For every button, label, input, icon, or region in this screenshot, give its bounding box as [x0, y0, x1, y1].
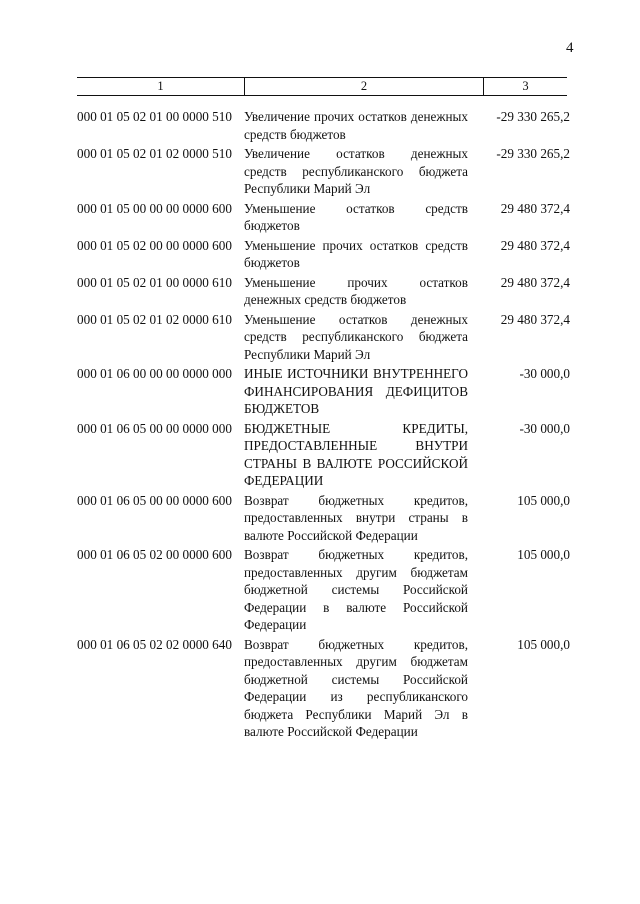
table-row — [77, 145, 570, 198]
budget-amount: 29 480 372,4 — [500, 274, 570, 290]
table-row — [77, 108, 570, 143]
budget-item-name: Увеличение прочих остатков денежных средств бюджетов — [244, 109, 468, 142]
budget-amount: 105 000,0 — [517, 636, 570, 652]
table-row — [77, 546, 570, 634]
page-number: 4 — [566, 40, 574, 56]
budget-item-name: Возврат бюджетных кредитов, предоставленных внутри страны в валюте Российской Федерации — [244, 492, 468, 543]
table-header — [77, 77, 567, 96]
table-row — [77, 492, 570, 545]
table-row — [77, 237, 570, 272]
budget-code: 000 01 06 05 00 00 0000 600 — [77, 492, 232, 508]
budget-amount: 105 000,0 — [517, 547, 570, 562]
budget-item-name: ИНЫЕ ИСТОЧНИКИ ВНУТРЕННЕГО ФИНАНСИРОВАНИЯ ДЕФИЦИТОВ БЮДЖЕТОВ — [244, 366, 468, 416]
budget-item-name: Уменьшение прочих остатков денежных средств бюджетов — [244, 274, 468, 307]
budget-amount: -30 000,0 — [519, 366, 570, 381]
header-col-1: 1 — [77, 78, 245, 95]
budget-code: 000 01 05 02 01 02 0000 510 — [77, 146, 232, 161]
budget-amount: 29 480 372,4 — [500, 311, 570, 327]
budget-code: 000 01 06 00 00 00 0000 000 — [77, 366, 232, 381]
budget-amount: -29 330 265,2 — [496, 146, 570, 161]
budget-code: 000 01 06 05 02 02 0000 640 — [77, 636, 232, 652]
budget-code: 000 01 05 02 01 00 0000 510 — [77, 109, 232, 124]
header-col-3: 3 — [522, 79, 529, 93]
budget-amount: 105 000,0 — [517, 492, 570, 508]
table-body — [77, 108, 570, 743]
budget-code: 000 01 06 05 00 00 0000 000 — [77, 420, 232, 436]
budget-item-name: БЮДЖЕТНЫЕ КРЕДИТЫ, ПРЕДОСТАВЛЕННЫЕ ВНУТРИ СТРАНЫ В ВАЛЮТЕ РОССИЙСКОЙ ФЕДЕРАЦИИ — [244, 420, 468, 488]
header-col-2: 2 — [245, 78, 484, 95]
budget-code: 000 01 05 02 01 00 0000 610 — [77, 274, 232, 290]
budget-item-name: Уменьшение остатков денежных средств республиканского бюджета Республики Марий Эл — [244, 311, 468, 362]
table-row — [77, 420, 570, 490]
budget-code: 000 01 05 00 00 00 0000 600 — [77, 200, 232, 216]
table-row — [77, 636, 570, 741]
budget-amount: -30 000,0 — [519, 420, 570, 436]
table-row — [77, 365, 570, 418]
budget-amount: 29 480 372,4 — [500, 200, 570, 216]
budget-code: 000 01 06 05 02 00 0000 600 — [77, 547, 232, 562]
budget-item-name: Уменьшение остатков средств бюджетов — [244, 200, 468, 233]
table-row — [77, 200, 570, 235]
budget-item-name: Увеличение остатков денежных средств республиканского бюджета Республики Марий Эл — [244, 146, 468, 196]
budget-item-name: Возврат бюджетных кредитов, предоставленных другим бюджетам бюджетной системы Российской Федерации из республиканского бюджета Республики Марий Эл в валюте Российской Федерации — [244, 636, 468, 739]
budget-item-name: Уменьшение прочих остатков средств бюджетов — [244, 237, 468, 270]
budget-code: 000 01 05 02 00 00 0000 600 — [77, 237, 232, 253]
budget-amount: -29 330 265,2 — [496, 109, 570, 124]
budget-code: 000 01 05 02 01 02 0000 610 — [77, 311, 232, 327]
table-row — [77, 274, 570, 309]
budget-amount: 29 480 372,4 — [500, 237, 570, 253]
table-row — [77, 311, 570, 364]
budget-item-name: Возврат бюджетных кредитов, предоставленных другим бюджетам бюджетной системы Российской Федерации в валюте Российской Федерации — [244, 547, 468, 632]
